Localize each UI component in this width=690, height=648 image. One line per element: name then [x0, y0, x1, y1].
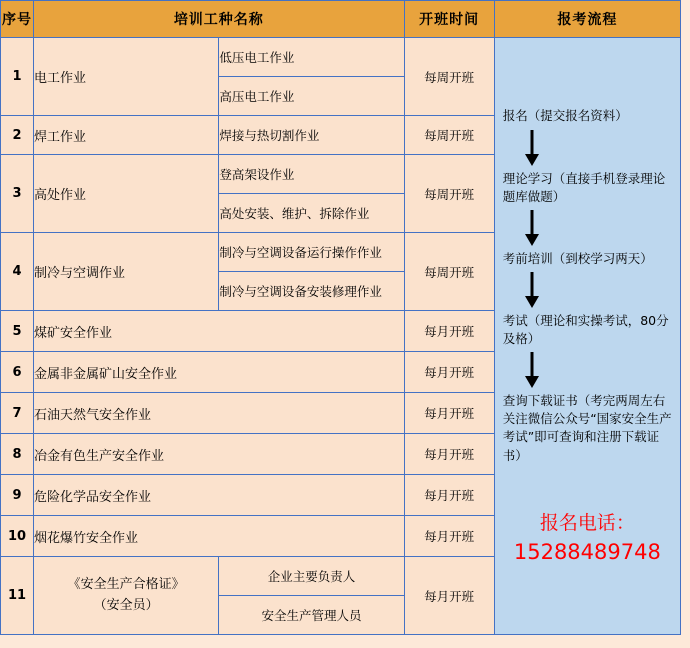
phone-label: 报名电话： — [539, 511, 635, 534]
row-time: 每月开班 — [404, 352, 494, 393]
row-name: 制冷与空调作业 — [34, 233, 219, 311]
row-no: 10 — [1, 516, 34, 557]
flow-step-5: 查询下载证书（考完两周左右关注微信公众号“国家安全生产考试”即可查询和注册下载证书） — [502, 393, 672, 463]
row-sub: 安全生产管理人员 — [219, 596, 404, 635]
row-sub: 制冷与空调设备运行操作作业 — [219, 233, 404, 272]
arrow-down-icon-2 — [503, 208, 690, 248]
row-no: 7 — [1, 393, 34, 434]
row-sub: 焊接与热切割作业 — [219, 116, 404, 155]
row-time: 每月开班 — [404, 516, 494, 557]
top-partial-title-text — [136, 0, 466, 2]
row-sub: 制冷与空调设备安装修理作业 — [219, 272, 404, 311]
arrow-down-icon-1 — [503, 128, 690, 168]
row-no: 4 — [1, 233, 34, 311]
flow-step-2: 理论学习（直接手机登录理论题库做题） — [502, 170, 666, 204]
enrollment-phone — [503, 509, 672, 569]
arrow-down-icon-3 — [503, 270, 690, 310]
row-time: 每月开班 — [404, 311, 494, 352]
row-sub: 登高架设作业 — [219, 155, 404, 194]
row-time: 每月开班 — [404, 557, 494, 635]
row-name: 冶金有色生产安全作业 — [34, 434, 405, 475]
row-time: 每月开班 — [404, 434, 494, 475]
row-name: 危险化学品安全作业 — [34, 475, 405, 516]
table-header-row — [1, 1, 681, 38]
row-name: 高处作业 — [34, 155, 219, 233]
row-no: 6 — [1, 352, 34, 393]
row-no: 11 — [1, 557, 34, 635]
row-no: 9 — [1, 475, 34, 516]
exam-flow — [495, 93, 680, 578]
row-no: 1 — [1, 38, 34, 116]
row-sub: 高压电工作业 — [219, 77, 404, 116]
row-name: 石油天然气安全作业 — [34, 393, 405, 434]
phone-number: 15288489748 — [513, 540, 661, 565]
header-flow: 报考流程 — [494, 1, 680, 38]
row-name: 焊工作业 — [34, 116, 219, 155]
row-name-line2: （安全员） — [93, 597, 159, 613]
row-name: 电工作业 — [34, 38, 219, 116]
row-no: 3 — [1, 155, 34, 233]
row-name-line1: 《安全生产合格证》 — [67, 576, 185, 592]
header-no: 序号 — [1, 1, 34, 38]
row-time: 每月开班 — [404, 393, 494, 434]
flow-step-3: 考前培训（到校学习两天） — [502, 250, 653, 266]
row-sub: 高处安装、维护、拆除作业 — [219, 194, 404, 233]
row-time: 每月开班 — [404, 475, 494, 516]
row-sub: 低压电工作业 — [219, 38, 404, 77]
flow-step-1: 报名（提交报名资料） — [502, 108, 628, 124]
row-no: 8 — [1, 434, 34, 475]
row-name: 烟花爆竹安全作业 — [34, 516, 405, 557]
arrow-down-icon-4 — [503, 350, 690, 390]
exam-flow-cell — [494, 38, 680, 635]
header-name: 培训工种名称 — [34, 1, 405, 38]
row-time: 每周开班 — [404, 116, 494, 155]
row-time: 每周开班 — [404, 38, 494, 116]
row-name — [34, 557, 219, 635]
flow-step-4: 考试（理论和实操考试，80分及格） — [502, 312, 669, 346]
row-time: 每周开班 — [404, 233, 494, 311]
row-sub: 企业主要负责人 — [219, 557, 404, 596]
header-time: 开班时间 — [404, 1, 494, 38]
row-no: 2 — [1, 116, 34, 155]
table-row — [1, 38, 681, 77]
row-name: 金属非金属矿山安全作业 — [34, 352, 405, 393]
row-name: 煤矿安全作业 — [34, 311, 405, 352]
row-no: 5 — [1, 311, 34, 352]
row-time: 每周开班 — [404, 155, 494, 233]
